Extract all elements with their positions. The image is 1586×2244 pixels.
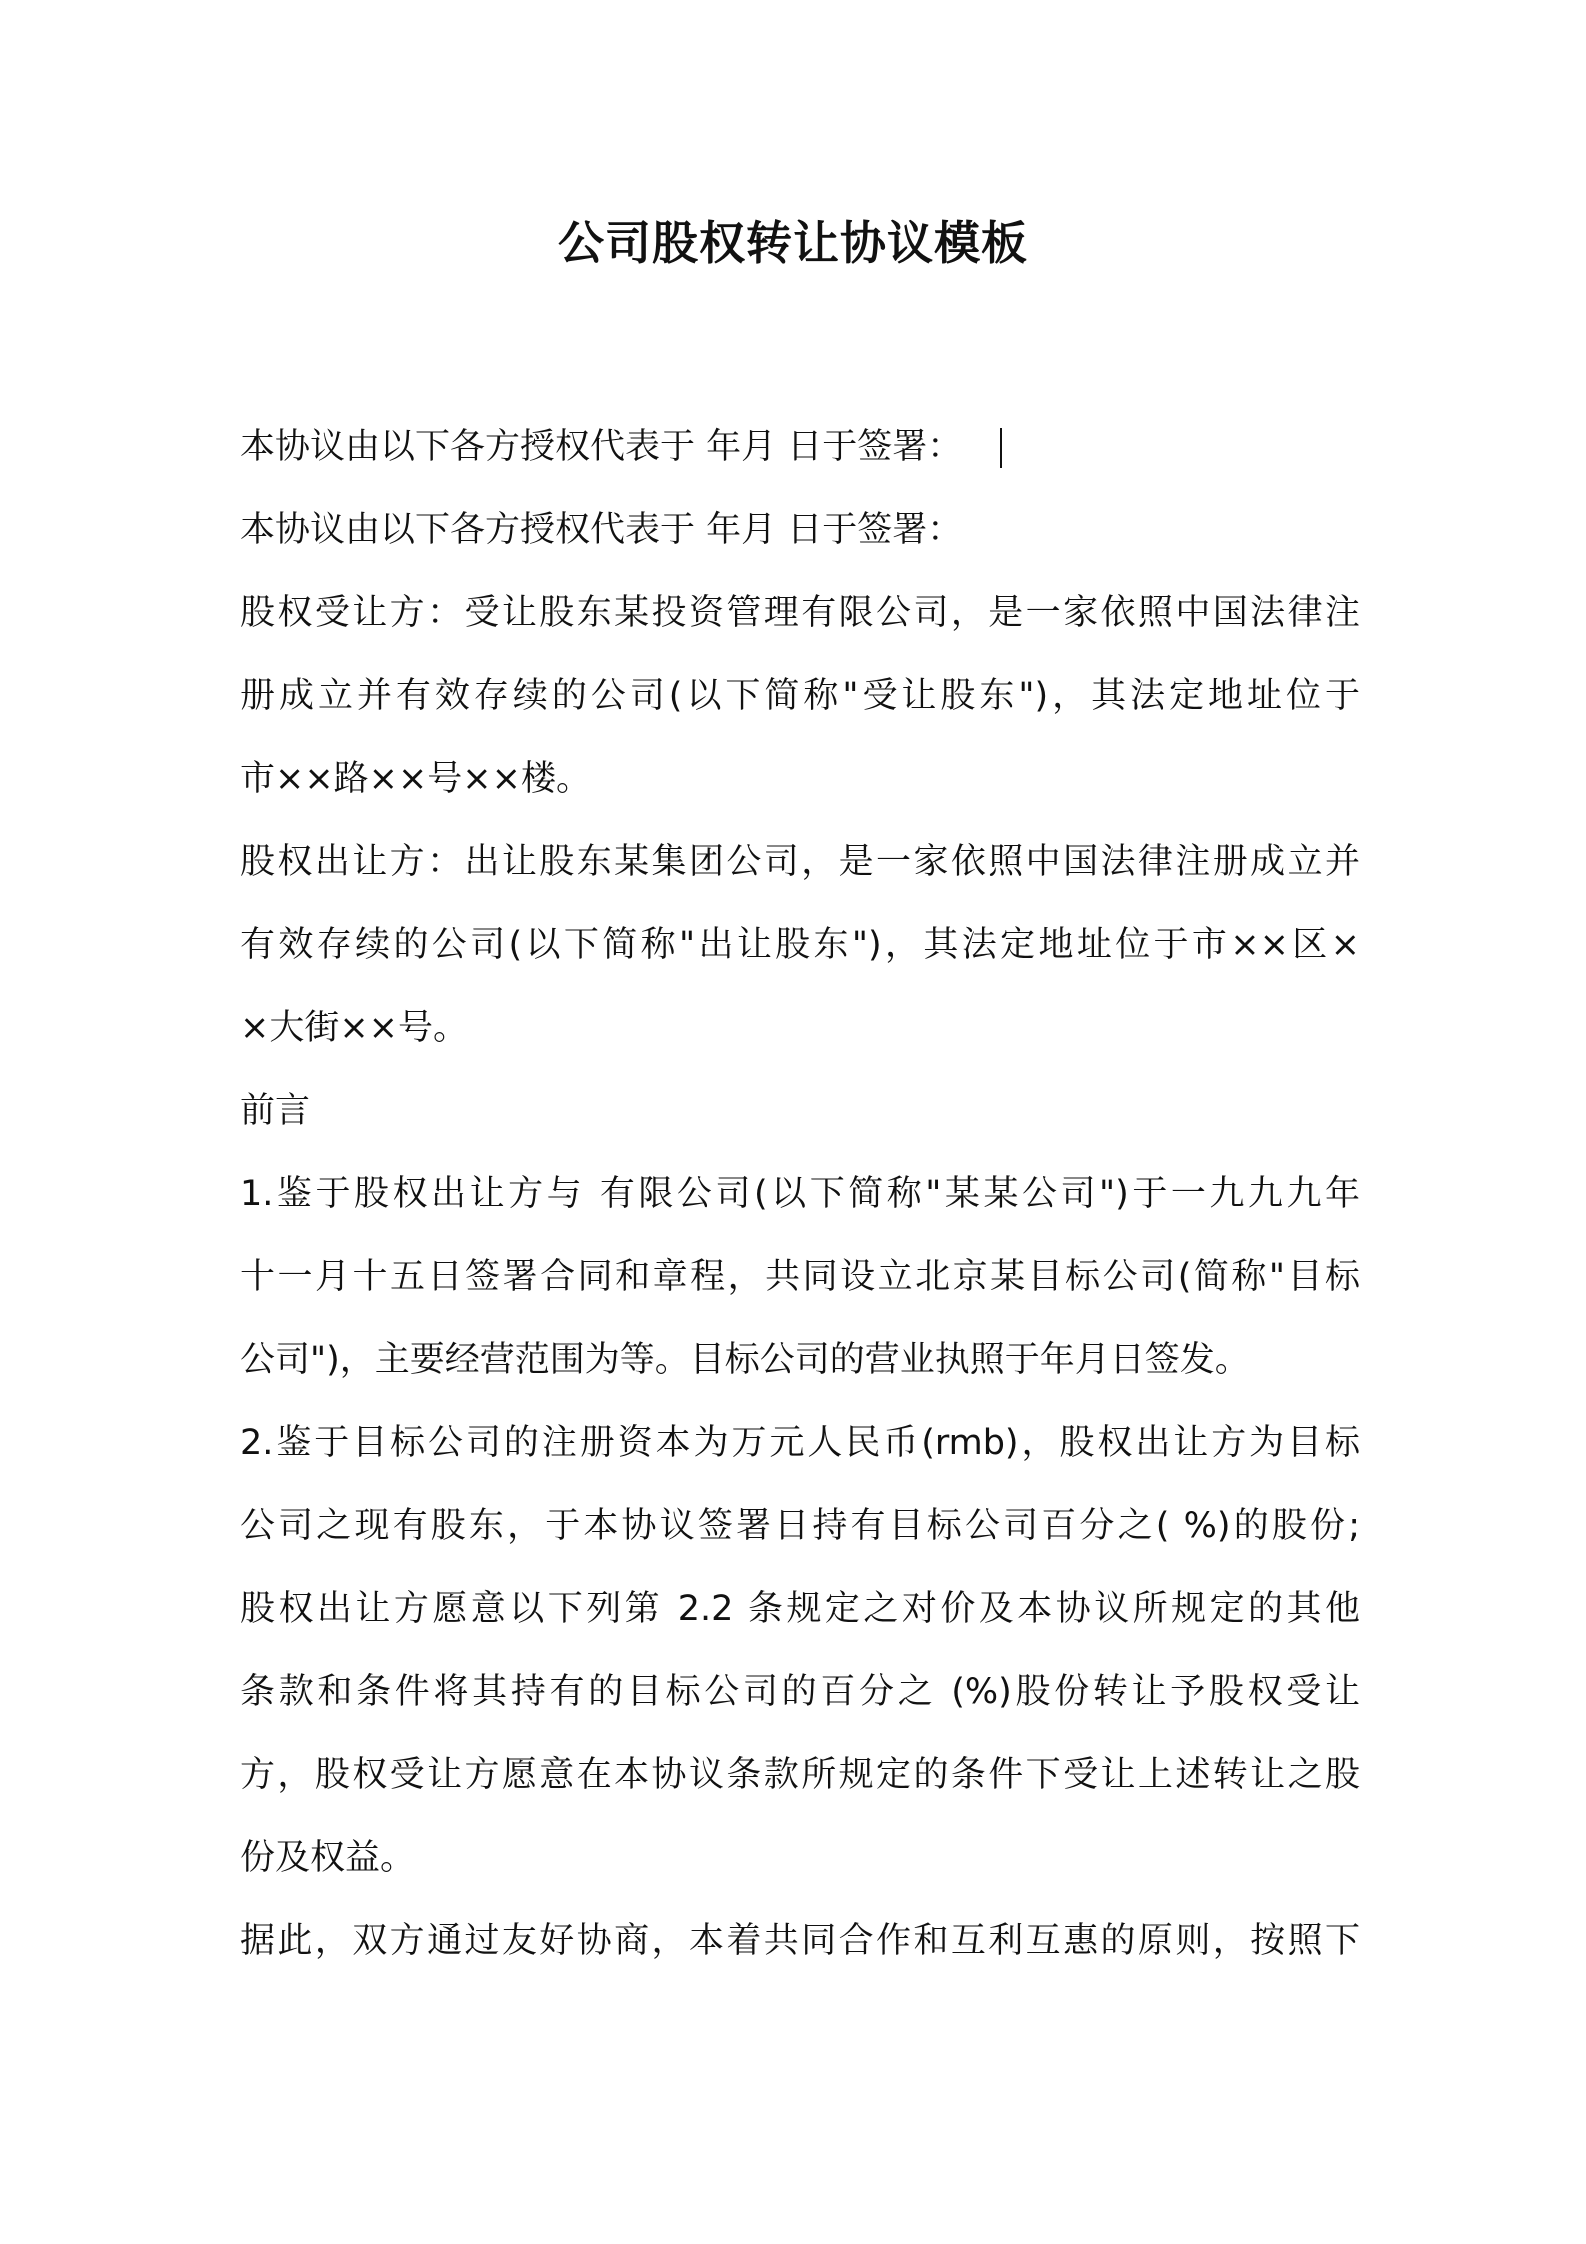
body-line — [240, 1236, 1360, 1319]
body-line — [240, 572, 1360, 655]
body-line-text: 本协议由以下各方授权代表于 年月 日于签署： — [240, 427, 963, 467]
body-line-text: 股权出让方愿意以下列第 2.2 条规定之对价及本协议所规定的其他 — [240, 1589, 1360, 1629]
body-line-text: 股权受让方：受让股东某投资管理有限公司，是一家依照中国法律注 — [240, 593, 1360, 633]
body-line-text: 2.鉴于目标公司的注册资本为万元人民币(rmb)，股权出让方为目标 — [240, 1423, 1360, 1463]
document-body — [240, 406, 1360, 1983]
body-line-text: 前言 — [240, 1091, 311, 1131]
body-line — [240, 1485, 1360, 1568]
body-line-text: 公司之现有股东，于本协议签署日持有目标公司百分之( %)的股份; — [240, 1506, 1360, 1546]
body-line-text: 公司")，主要经营范围为等。目标公司的营业执照于年月日签发。 — [240, 1340, 1250, 1380]
body-line — [240, 489, 1360, 572]
body-line-text: 本协议由以下各方授权代表于 年月 日于签署： — [240, 510, 963, 550]
body-line-text: 十一月十五日签署合同和章程，共同设立北京某目标公司(简称"目标 — [240, 1257, 1360, 1297]
body-line — [240, 1319, 1360, 1402]
body-line-text: 册成立并有效存续的公司(以下简称"受让股东")，其法定地址位于 — [240, 676, 1360, 716]
text-cursor — [1000, 428, 1002, 468]
body-line — [240, 1070, 1360, 1153]
body-line — [240, 987, 1360, 1070]
body-line — [240, 1817, 1360, 1900]
body-line-text: 1.鉴于股权出让方与 有限公司(以下简称"某某公司")于一九九九年 — [240, 1174, 1360, 1214]
body-line-text: 据此，双方通过友好协商，本着共同合作和互利互惠的原则，按照下 — [240, 1921, 1360, 1961]
body-line-text: 份及权益。 — [240, 1838, 416, 1878]
body-line — [240, 1651, 1360, 1734]
body-line — [240, 1900, 1360, 1983]
document-title: 公司股权转让协议模板 — [558, 216, 1028, 270]
body-line-text: 股权出让方：出让股东某集团公司，是一家依照中国法律注册成立并 — [240, 842, 1360, 882]
body-line-text: 市××路××号××楼。 — [240, 759, 591, 799]
body-line-text: ×大街××号。 — [240, 1008, 468, 1048]
body-line — [240, 821, 1360, 904]
body-line — [240, 406, 1360, 489]
body-line — [240, 738, 1360, 821]
body-line-text: 条款和条件将其持有的目标公司的百分之 (%)股份转让予股权受让 — [240, 1672, 1360, 1712]
body-line — [240, 1734, 1360, 1817]
body-line — [240, 1568, 1360, 1651]
body-line — [240, 1153, 1360, 1236]
body-line — [240, 904, 1360, 987]
body-line-text: 方，股权受让方愿意在本协议条款所规定的条件下受让上述转让之股 — [240, 1755, 1360, 1795]
body-line-text: 有效存续的公司(以下简称"出让股东")，其法定地址位于市××区× — [240, 925, 1360, 965]
body-line — [240, 1402, 1360, 1485]
body-line — [240, 655, 1360, 738]
